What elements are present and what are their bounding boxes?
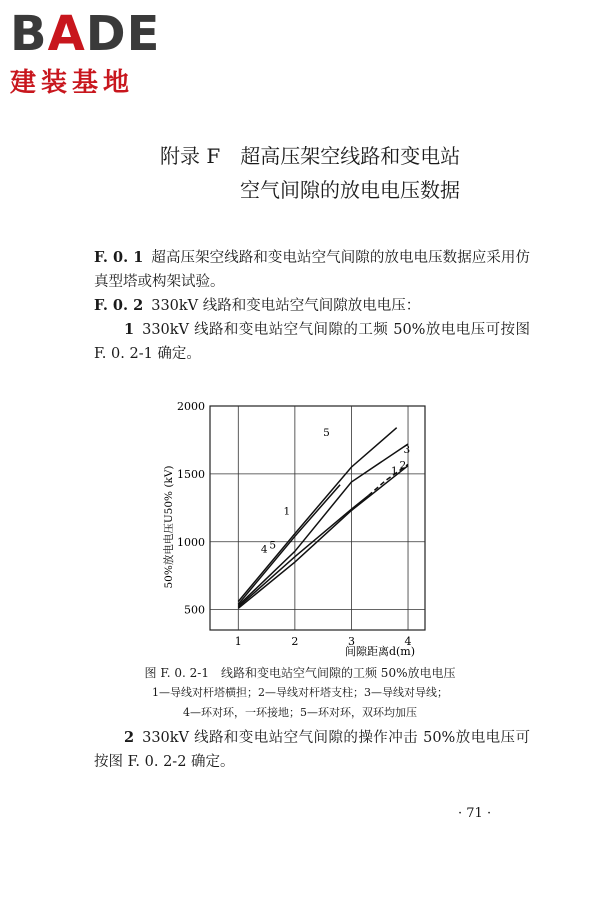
y-tick-label: 2000 bbox=[177, 400, 205, 413]
curve-label: 5 bbox=[323, 426, 330, 439]
y-tick-label: 1000 bbox=[177, 535, 205, 549]
figure-legend-2: 4—环对环，一环接地；5—环对环，双环均加压 bbox=[183, 706, 417, 719]
x-tick-label: 4 bbox=[404, 635, 412, 648]
logo-wordmark: BADE bbox=[10, 6, 161, 62]
figure-legend-1: 1—导线对杆塔横担；2—导线对杆塔支柱；3—导线对导线； bbox=[152, 686, 448, 699]
curve-label: 4 bbox=[260, 543, 268, 556]
curve-label: 1 bbox=[391, 464, 398, 477]
curve-label: 3 bbox=[403, 443, 411, 456]
discharge-voltage-chart bbox=[150, 392, 460, 662]
clause-f01: F. 0. 1 超高压架空线路和变电站空气间隙的放电电压数据应采用仿真型塔或构架试验。 bbox=[94, 249, 530, 290]
logo-subtitle: 建装基地 bbox=[10, 68, 135, 98]
brand-logo bbox=[10, 8, 160, 99]
curve-label: 5 bbox=[269, 539, 277, 552]
x-tick-label: 2 bbox=[291, 635, 299, 648]
y-tick-label: 500 bbox=[184, 603, 205, 617]
title-line-1: 附录 F 超高压架空线路和变电站 bbox=[160, 144, 461, 168]
x-tick-label: 1 bbox=[234, 635, 242, 648]
clause-f02-item2: 2 330kV 线路和变电站空气间隙的操作冲击 50%放电电压可按图 F. 0. 2-2 确定。 bbox=[94, 729, 530, 770]
clause-f02: F. 0. 2 330kV 线路和变电站空气间隙放电电压： bbox=[94, 297, 421, 314]
curve-label: 1 bbox=[283, 505, 291, 518]
y-tick-label: 1500 bbox=[177, 467, 205, 481]
x-tick-label: 3 bbox=[347, 635, 355, 648]
curve-1 bbox=[238, 466, 408, 609]
curve-3 bbox=[238, 444, 408, 606]
curve-label: 2 bbox=[399, 459, 407, 472]
x-axis-label: 间隙距离d(m) bbox=[344, 645, 416, 658]
page-number: · 71 · bbox=[458, 806, 492, 821]
title-line-2: 空气间隙的放电电压数据 bbox=[240, 178, 460, 202]
y-axis-label: 50%放电电压U50% (kV) bbox=[163, 465, 175, 589]
figure-caption: 图 F. 0. 2-1 线路和变电站空气间隙的工频 50%放电电压 bbox=[144, 666, 456, 680]
clause-f02-item1: 1 330kV 线路和变电站空气间隙的工频 50%放电电压可按图 F. 0. 2-1 确定。 bbox=[94, 321, 530, 362]
curve-4 bbox=[238, 485, 340, 605]
